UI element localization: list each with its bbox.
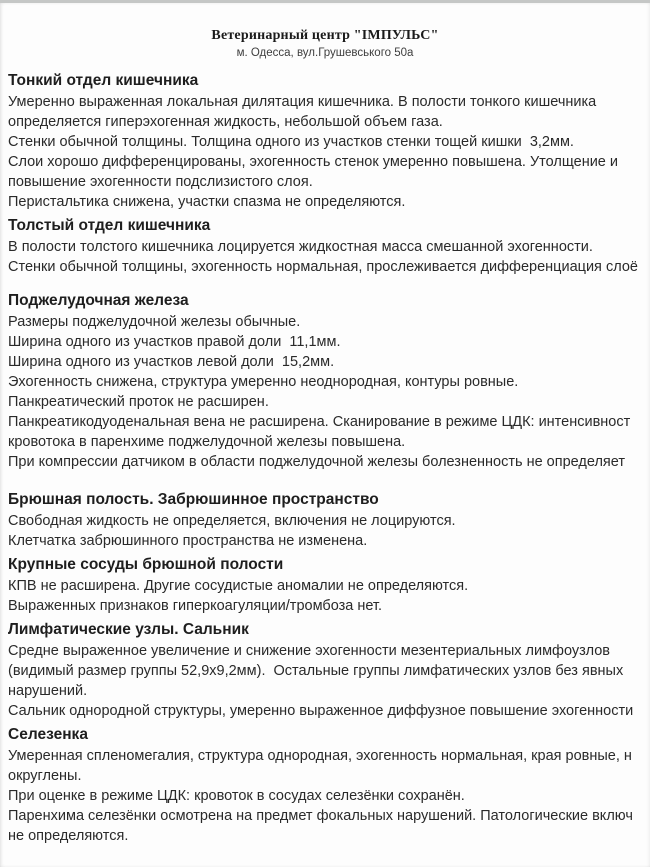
report-line: Стенки обычной толщины. Толщина одного из участков стенки тощей кишки 3,2мм.: [8, 134, 574, 150]
report-body: [0, 61, 650, 846]
clinic-address: м. Одесса, вул.Грушевського 50а: [236, 47, 414, 59]
report-line: нарушений.: [8, 683, 88, 699]
report-line: Средне выраженное увеличение и снижение эхогенности мезентериальных лимфоузлов: [8, 643, 611, 659]
report-line: Паренхима селезёнки осмотрена на предмет фокальных нарушений. Патологические включ: [8, 808, 633, 824]
section-title: Лимфатические узлы. Сальник: [8, 621, 249, 638]
section-abdominal-cavity: [8, 490, 650, 551]
report-line: Стенки обычной толщины, эхогенность нормальная, прослеживается дифференциация слоё: [8, 259, 638, 275]
section-title: Тонкий отдел кишечника: [8, 72, 199, 89]
report-line: Сальник однородной структуры, умеренно выраженное диффузное повышение эхогенности: [8, 703, 634, 719]
report-line: Ширина одного из участков левой доли 15,2мм.: [8, 354, 335, 370]
report-line: Слои хорошо дифференцированы, эхогенность стенок умеренно повышена. Утолщение и: [8, 154, 618, 170]
report-line: Панкреатикодуоденальная вена не расширена. Сканирование в режиме ЦДК: интенсивност: [8, 414, 631, 430]
report-line: Ширина одного из участков правой доли 11,1мм.: [8, 334, 341, 350]
section-title: Толстый отдел кишечника: [8, 217, 211, 234]
section-title: Брюшная полость. Забрюшинное пространство: [8, 491, 379, 508]
report-line: Клетчатка забрюшинного пространства не изменена.: [8, 533, 368, 549]
section-large-intestine: [8, 216, 650, 277]
section-title: Селезенка: [8, 726, 88, 743]
section-title: Поджелудочная железа: [8, 292, 189, 309]
report-line: Размеры поджелудочной железы обычные.: [8, 314, 301, 330]
report-line: При оценке в режиме ЦДК: кровоток в сосудах селезёнки сохранён.: [8, 788, 465, 804]
section-title: Крупные сосуды брюшной полости: [8, 556, 284, 573]
report-line: Умеренно выраженная локальная дилятация кишечника. В полости тонкого кишечника: [8, 94, 597, 110]
report-line: определяется гиперэхогенная жидкость, небольшой объем газа.: [8, 114, 443, 130]
section-lymph-nodes-omentum: [8, 620, 650, 721]
report-line: Умеренная спленомегалия, структура однородная, эхогенность нормальная, края ровные, н: [8, 748, 632, 764]
report-line: При компрессии датчиком в области поджелудочной железы болезненность не определяет: [8, 454, 625, 470]
report-line: кровотока в паренхиме поджелудочной железы повышена.: [8, 434, 406, 450]
section-pancreas: [8, 291, 650, 472]
report-header: [0, 3, 650, 61]
section-major-vessels: [8, 555, 650, 616]
report-line: округлены.: [8, 768, 82, 784]
report-line: В полости толстого кишечника лоцируется жидкостная масса смешанной эхогенности.: [8, 239, 593, 255]
section-spleen: [8, 725, 650, 846]
report-line: повышение эхогенности подслизистого слоя.: [8, 174, 313, 190]
section-small-intestine: [8, 71, 650, 212]
report-line: Панкреатический проток не расширен.: [8, 394, 269, 410]
report-line: Выраженных признаков гиперкоагуляции/тромбоза нет.: [8, 598, 382, 614]
report-line: Эхогенность снижена, структура умеренно неоднородная, контуры ровные.: [8, 374, 519, 390]
report-line: (видимый размер группы 52,9х9,2мм). Остальные группы лимфатических узлов без явных: [8, 663, 624, 679]
report-line: Свободная жидкость не определяется, включения не лоцируются.: [8, 513, 456, 529]
report-line: не определяются.: [8, 828, 129, 844]
clinic-name: Ветеринарный центр "ІМПУЛЬС": [211, 28, 439, 43]
report-line: Перистальтика снижена, участки спазма не определяются.: [8, 194, 406, 210]
report-line: КПВ не расширена. Другие сосудистые аномалии не определяются.: [8, 578, 469, 594]
